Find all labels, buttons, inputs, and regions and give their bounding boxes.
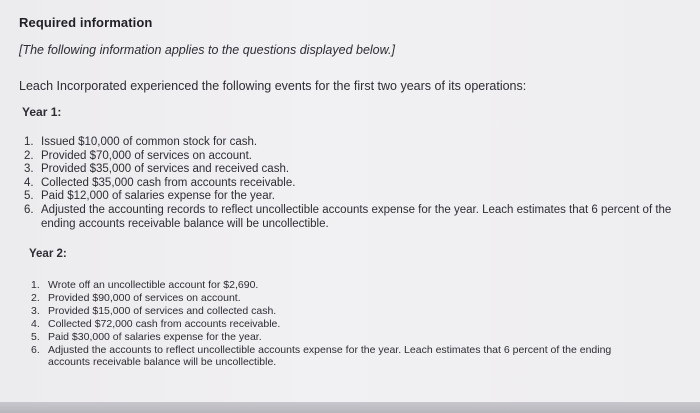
intro-text: Leach Incorporated experienced the following events for the first two years of its operations: bbox=[19, 79, 527, 93]
item-number: 2. bbox=[24, 149, 34, 162]
item-text: Collected $35,000 cash from accounts receivable. bbox=[41, 176, 296, 189]
list-item bbox=[31, 318, 671, 331]
list-item bbox=[24, 163, 684, 177]
year1-heading: Year 1: bbox=[22, 105, 62, 119]
list-item bbox=[24, 150, 684, 164]
item-number: 2. bbox=[31, 291, 40, 304]
item-text: Issued $10,000 of common stock for cash. bbox=[41, 136, 258, 148]
item-text: Provided $15,000 of services and collected cash. bbox=[48, 304, 277, 317]
list-item bbox=[31, 344, 671, 370]
item-number: 6. bbox=[24, 203, 34, 216]
year1-events-list bbox=[24, 136, 684, 231]
year2-heading: Year 2: bbox=[29, 248, 67, 260]
item-number: 3. bbox=[24, 163, 34, 176]
item-number: 6. bbox=[31, 343, 40, 356]
list-item bbox=[31, 305, 671, 318]
item-number: 1. bbox=[24, 136, 34, 148]
item-number: 4. bbox=[24, 176, 34, 189]
list-item bbox=[24, 136, 684, 150]
item-text: Provided $70,000 of services on account. bbox=[41, 149, 252, 162]
item-number: 5. bbox=[24, 190, 34, 203]
year2-events-list bbox=[31, 279, 671, 369]
list-item bbox=[24, 204, 684, 231]
item-text: Provided $90,000 of services on account. bbox=[48, 291, 241, 304]
list-item bbox=[31, 279, 671, 292]
list-item bbox=[31, 292, 671, 305]
item-text: Adjusted the accounting records to reflect uncollectible accounts expense for the year. Leach estimates that 6 percent of the ending accounts receivable balance will be uncollectible. bbox=[41, 203, 672, 230]
instruction-note: [The following information applies to the questions displayed below.] bbox=[19, 43, 395, 57]
list-item bbox=[31, 331, 671, 344]
item-number: 1. bbox=[31, 279, 40, 291]
item-number: 4. bbox=[31, 317, 40, 330]
item-text: Wrote off an uncollectible account for $2,690. bbox=[48, 279, 259, 291]
item-text: Collected $72,000 cash from accounts receivable. bbox=[48, 317, 281, 330]
list-item bbox=[24, 177, 684, 191]
item-text: Paid $12,000 of salaries expense for the year. bbox=[41, 190, 275, 203]
item-text: Adjusted the accounts to reflect uncollectible accounts expense for the year. Leach estimates that 6 percent of the ending accounts receivable balance will be uncollectible. bbox=[48, 343, 612, 369]
list-item bbox=[24, 190, 684, 204]
page-title: Required information bbox=[19, 15, 153, 30]
bottom-border bbox=[0, 402, 700, 413]
item-number: 3. bbox=[31, 304, 40, 317]
item-text: Paid $30,000 of salaries expense for the year. bbox=[48, 330, 262, 343]
item-number: 5. bbox=[31, 330, 40, 343]
item-text: Provided $35,000 of services and received cash. bbox=[41, 163, 290, 176]
